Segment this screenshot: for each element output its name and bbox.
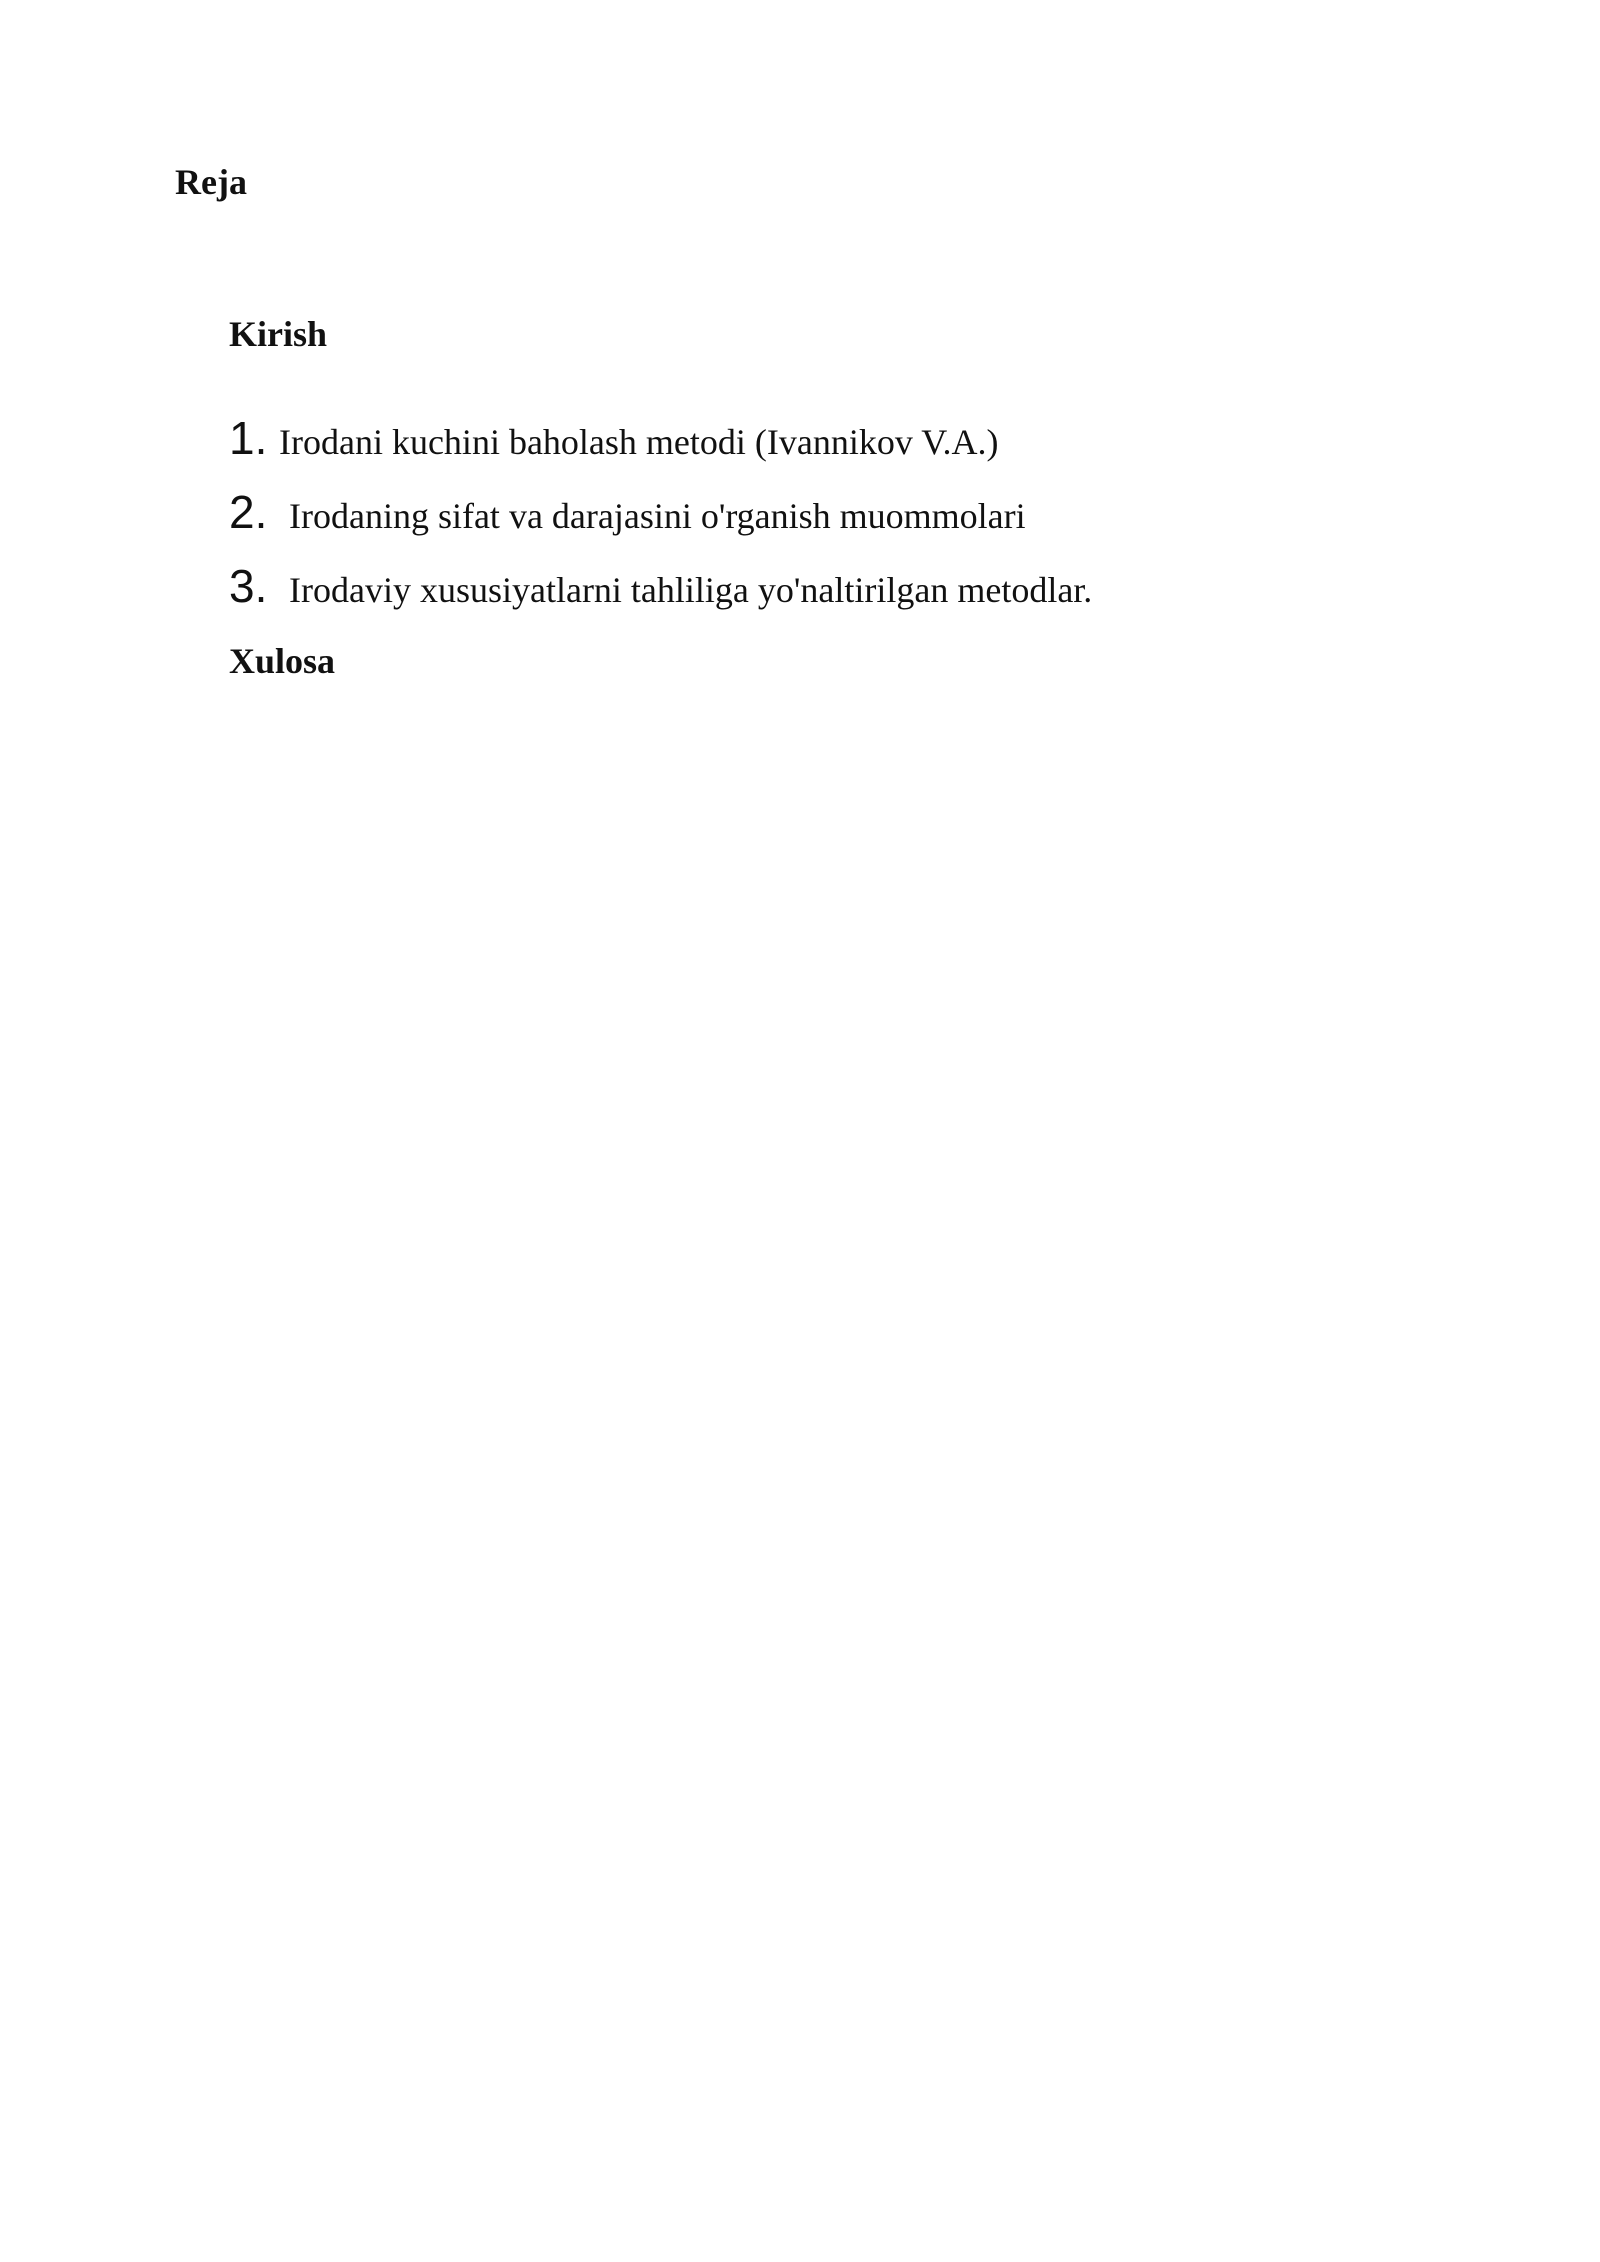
plan-item <box>229 410 1092 484</box>
plan-item-text: Irodaning sifat va darajasini o'rganish muommolari <box>289 496 1026 536</box>
plan-item-text: Irodani kuchini baholash metodi (Ivannikov V.A.) <box>279 422 999 462</box>
plan-item-text: Irodaviy xususiyatlarni tahliliga yo'naltirilgan metodlar. <box>289 570 1093 610</box>
plan-list <box>229 410 1092 632</box>
conclusion-heading: Xulosa <box>229 641 336 681</box>
plan-item <box>229 484 1092 558</box>
plan-item-number: 1. <box>229 412 268 464</box>
document-title: Reja <box>175 162 247 202</box>
plan-item-number: 2. <box>229 486 268 538</box>
intro-heading: Kirish <box>229 314 328 354</box>
plan-item <box>229 558 1092 632</box>
plan-item-number: 3. <box>229 560 268 612</box>
